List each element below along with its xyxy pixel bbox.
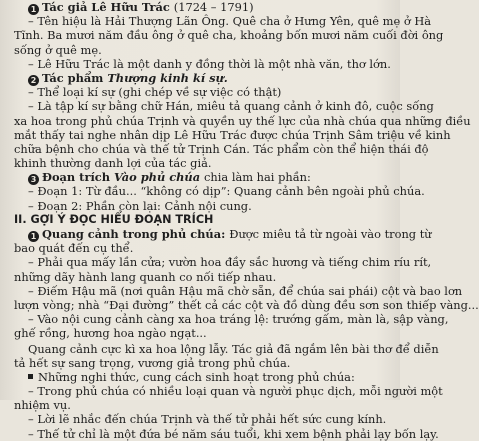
- text-run: – Thể loại kí sự (ghi chép về sự việc có thật): [28, 85, 282, 100]
- text-run: chữa bệnh cho chúa và thế tử Trịnh Cán. Tác phẩm còn thể hiện thái độ: [14, 141, 429, 156]
- text-run: Quang cảnh trong phủ chúa:: [42, 227, 230, 241]
- text-line: [14, 370, 390, 384]
- text-run: – Thế tử chỉ là một đứa bé năm sáu tuổi, khi xem bệnh phải lạy bốn lạy.: [28, 426, 439, 441]
- text-run: Được miêu tả từ ngoài vào trong từ: [229, 227, 432, 241]
- text-line: [14, 356, 390, 370]
- text-line: [14, 312, 449, 327]
- text-run: ghế rồng, hương hoa ngào ngạt...: [14, 326, 207, 341]
- text-line: [14, 170, 390, 184]
- text-line: [14, 426, 439, 441]
- text-line: [14, 0, 390, 14]
- text-run: – Đoạn 1: Từ đầu... “không có dịp”: Quang cảnh bên ngoài phủ chúa.: [28, 184, 425, 199]
- text-run: – Lời lẽ nhắc đến chúa Trịnh và thế tử phải hết sức cung kính.: [28, 412, 387, 427]
- text-line: [14, 227, 432, 241]
- text-line: [14, 255, 432, 270]
- text-line: [14, 341, 439, 356]
- text-line: [14, 398, 390, 412]
- text-run: lượn vòng; nhà “Đại đường” thết cả các cột và đồ dùng đều sơn son thiếp vàng...: [14, 297, 479, 312]
- text-line: [14, 184, 425, 199]
- text-run: Thượng kinh kí sự.: [107, 70, 228, 85]
- text-run: – Lê Hữu Trác là một danh y đồng thời là một nhà văn, thơ lớn.: [28, 56, 391, 71]
- text-run: nhiệm vụ.: [14, 398, 71, 413]
- text-run: II. GỢI Ý ĐỌC HIỂU ĐOẠN TRÍCH: [14, 212, 214, 226]
- text-run: – Phải qua mấy lần cửa; vườn hoa đầy sắc hương và tiếng chim ríu rít,: [28, 255, 432, 270]
- text-run: xa hoa trong phủ chúa Trịnh và quyền uy thế lực của nhà chúa qua những điều: [14, 113, 471, 128]
- numbered-bullet-icon: 1: [28, 4, 39, 15]
- text-line: [14, 57, 390, 71]
- numbered-bullet-icon: 2: [28, 75, 39, 86]
- text-run: Tác giả Lê Hữu Trác: [42, 0, 174, 14]
- text-line: [14, 241, 390, 255]
- square-bullet-icon: [28, 374, 33, 379]
- text-line: [14, 113, 471, 128]
- text-run: sống ở quê mẹ.: [14, 42, 102, 57]
- text-line: [14, 28, 444, 43]
- text-line: [14, 326, 390, 340]
- text-line: [14, 99, 434, 114]
- text-line: [14, 297, 479, 312]
- text-run: chia làm hai phần:: [204, 170, 311, 185]
- text-line: [14, 71, 390, 85]
- text-line: [14, 43, 390, 57]
- text-run: tả hết sự sang trọng, vương giả trong phủ chúa.: [14, 355, 291, 370]
- text-line: [14, 127, 451, 142]
- text-line: [14, 412, 390, 426]
- numbered-bullet-icon: 1: [28, 231, 39, 242]
- text-run: – Điếm Hậu mã (nơi quân Hậu mã chờ sẵn, để chúa sai phái) cột và bao lơn: [28, 283, 463, 298]
- text-line: [14, 384, 443, 399]
- text-line: [14, 85, 390, 99]
- text-run: Tĩnh. Ba mươi năm đầu ông ở quê cha, khoảng bốn mươi năm cuối đời ông: [14, 28, 444, 43]
- text-run: Những nghi thức, cung cách sinh hoạt trong phủ chúa:: [38, 369, 355, 384]
- text-run: khinh thường danh lợi của tác giả.: [14, 156, 212, 171]
- text-run: Vào phủ chúa: [113, 170, 205, 185]
- text-run: – Tên hiệu là Hải Thượng Lãn Ông. Quê cha ở Hưng Yên, quê mẹ ở Hà: [28, 14, 432, 29]
- section-heading: [14, 213, 390, 227]
- text-line: [14, 270, 390, 284]
- text-line: [14, 156, 390, 170]
- text-run: Tác phẩm: [42, 70, 108, 85]
- text-run: (1724 – 1791): [173, 0, 254, 14]
- text-run: những dãy hành lang quanh co nối tiếp nhau.: [14, 269, 277, 284]
- text-run: – Đoạn 2: Phần còn lại: Cảnh nội cung.: [28, 198, 252, 213]
- text-line: [14, 141, 429, 156]
- text-run: Quang cảnh cực kì xa hoa lộng lẫy. Tác giả đã ngắm lên bài thơ để diễn: [28, 341, 439, 356]
- text-run: – Trong phủ chúa có nhiều loại quan và người phục dịch, mỗi người một: [28, 384, 443, 399]
- text-run: – Là tập kí sự bằng chữ Hán, miêu tả quang cảnh ở kinh đô, cuộc sống: [28, 99, 434, 114]
- text-run: – Vào nội cung cảnh càng xa hoa tráng lệ: trướng gấm, màn là, sập vàng,: [28, 312, 449, 327]
- text-line: [14, 14, 432, 29]
- text-run: mắt thấy tai nghe nhân dịp Lê Hữu Trác được chúa Trịnh Sâm triệu về kinh: [14, 127, 451, 142]
- text-line: [14, 283, 463, 298]
- text-run: bao quát đến cụ thể.: [14, 241, 134, 256]
- text-run: Đoạn trích: [42, 170, 114, 185]
- text-line: [14, 199, 390, 213]
- numbered-bullet-icon: 3: [28, 174, 39, 185]
